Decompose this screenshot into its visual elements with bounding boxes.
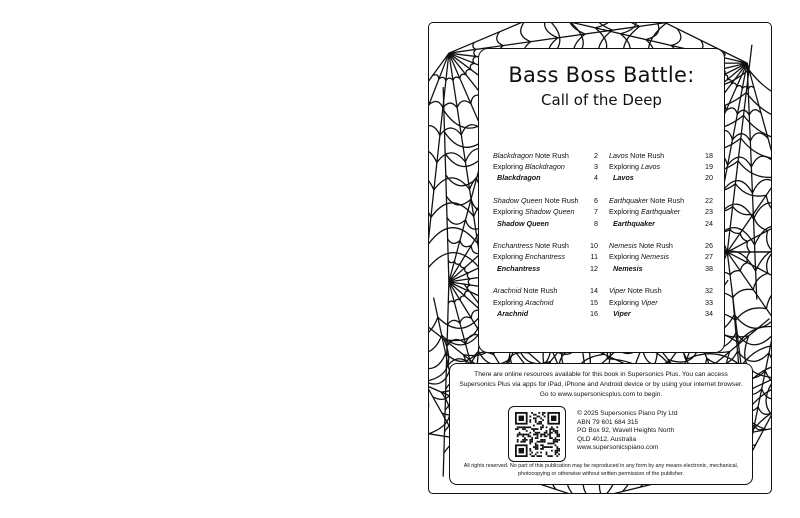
toc-entry[interactable] bbox=[609, 218, 713, 229]
toc-entry[interactable] bbox=[493, 251, 598, 262]
toc-entry-page: 26 bbox=[705, 241, 713, 251]
toc-entry[interactable] bbox=[609, 263, 713, 274]
toc-entry-page: 16 bbox=[590, 308, 598, 318]
toc-entry-label: Exploring Lavos bbox=[609, 162, 661, 172]
toc-entry-page: 24 bbox=[705, 218, 713, 228]
toc-entry-label: Enchantress bbox=[497, 263, 541, 273]
toc-group bbox=[493, 195, 598, 229]
toc-entry[interactable] bbox=[609, 285, 713, 296]
toc-group bbox=[493, 150, 598, 184]
toc-entry-label: Earthquaker Note Rush bbox=[609, 196, 685, 206]
online-resources-text: There are online resources available for this book in Supersonics Plus. You can access Supersonics Plus via apps for iPad, iPhone and Android device or by using your internet browser. Go to www.supersonicsplus.com to begin. bbox=[459, 371, 743, 398]
toc-entry-page: 6 bbox=[594, 196, 598, 206]
toc-entry-page: 33 bbox=[705, 297, 713, 307]
toc-entry[interactable] bbox=[493, 172, 598, 183]
toc-entry-label: Exploring Shadow Queen bbox=[493, 207, 575, 217]
book-page bbox=[428, 22, 772, 494]
toc-entry-page: 20 bbox=[705, 173, 713, 183]
toc-entry[interactable] bbox=[493, 161, 598, 172]
toc-entry[interactable] bbox=[609, 150, 713, 161]
info-box bbox=[449, 363, 753, 485]
toc-entry-label: Shadow Queen bbox=[497, 218, 549, 228]
toc-entry-page: 2 bbox=[594, 151, 598, 160]
toc-entry-page: 10 bbox=[590, 241, 598, 251]
company-line: www.supersonicspiano.com bbox=[577, 444, 659, 452]
toc-group bbox=[609, 150, 713, 184]
toc-entry-label: Exploring Enchantress bbox=[493, 252, 565, 262]
toc-entry[interactable] bbox=[493, 263, 598, 274]
toc-entry[interactable] bbox=[609, 297, 713, 308]
toc-entry-label: Arachnid Note Rush bbox=[493, 286, 558, 296]
toc-entry-page: 12 bbox=[590, 263, 598, 273]
toc-group bbox=[609, 285, 713, 319]
toc-group bbox=[493, 285, 598, 319]
book-title: Bass Boss Battle: bbox=[508, 63, 695, 87]
toc-entry-page: 19 bbox=[705, 162, 713, 172]
toc-entry[interactable] bbox=[609, 308, 713, 319]
toc-group bbox=[609, 240, 713, 274]
toc-entry[interactable] bbox=[493, 297, 598, 308]
toc-entry-label: Exploring Blackdragon bbox=[493, 162, 565, 172]
toc-group bbox=[493, 240, 598, 274]
toc-entry-page: 23 bbox=[705, 207, 713, 217]
toc-entry[interactable] bbox=[609, 240, 713, 251]
toc-entry-label: Exploring Nemesis bbox=[609, 252, 669, 262]
toc-entry-page: 14 bbox=[590, 286, 598, 296]
toc-entry[interactable] bbox=[609, 206, 713, 217]
toc-entry-label: Enchantress Note Rush bbox=[493, 241, 569, 251]
company-line: ABN 79 601 684 315 bbox=[577, 418, 639, 426]
toc-entry-label: Exploring Arachnid bbox=[493, 297, 554, 307]
contents-box bbox=[478, 48, 725, 353]
toc-entry-page: 32 bbox=[705, 286, 713, 296]
toc-entry-label: Lavos bbox=[613, 173, 634, 183]
toc-entry-page: 38 bbox=[705, 263, 713, 273]
toc-entry[interactable] bbox=[609, 172, 713, 183]
company-details bbox=[577, 410, 678, 453]
company-line: © 2025 Supersonics Piano Pty Ltd bbox=[577, 410, 678, 417]
toc-entry-page: 11 bbox=[590, 252, 598, 262]
toc-group bbox=[609, 195, 713, 229]
toc-entry-page: 8 bbox=[594, 218, 598, 228]
toc-entry-label: Viper Note Rush bbox=[609, 286, 662, 296]
toc-entry-label: Exploring Earthquaker bbox=[609, 207, 681, 217]
toc-entry-page: 22 bbox=[705, 196, 713, 206]
toc-entry[interactable] bbox=[493, 285, 598, 296]
toc-entry-page: 3 bbox=[594, 162, 598, 172]
toc-entry-label: Nemesis bbox=[613, 263, 643, 273]
toc-entry[interactable] bbox=[609, 195, 713, 206]
toc-entry-label: Viper bbox=[613, 308, 631, 318]
toc-right-column bbox=[609, 150, 713, 330]
toc-entry[interactable] bbox=[493, 150, 598, 161]
toc-entry[interactable] bbox=[609, 161, 713, 172]
toc-entry[interactable] bbox=[493, 308, 598, 319]
toc-entry[interactable] bbox=[493, 206, 598, 217]
toc-entry-label: Arachnid bbox=[497, 308, 529, 318]
toc-entry[interactable] bbox=[493, 240, 598, 251]
toc-entry-page: 18 bbox=[705, 151, 713, 160]
toc-entry-label: Blackdragon bbox=[497, 173, 541, 183]
book-subtitle: Call of the Deep bbox=[541, 91, 662, 109]
rights-notice: All rights reserved. No part of this publication may be reproduced in any form by any means electronic, mechanical, photocopying or otherwise without written permission of the publisher. bbox=[463, 463, 739, 477]
toc-left-column bbox=[493, 150, 598, 330]
qr-code[interactable] bbox=[508, 406, 566, 462]
toc-entry[interactable] bbox=[493, 218, 598, 229]
company-line: PO Box 92, Wavell Heights North bbox=[577, 427, 675, 435]
toc-entry-label: Exploring Viper bbox=[609, 297, 658, 307]
company-line: QLD 4012, Australia bbox=[577, 435, 637, 443]
toc-entry-page: 27 bbox=[705, 252, 713, 262]
toc-entry[interactable] bbox=[609, 251, 713, 262]
toc-entry-label: Shadow Queen Note Rush bbox=[493, 196, 579, 206]
toc-entry-label: Nemesis Note Rush bbox=[609, 241, 673, 251]
toc-entry-page: 15 bbox=[590, 297, 598, 307]
toc-entry-label: Blackdragon Note Rush bbox=[493, 151, 569, 160]
toc-entry-label: Lavos Note Rush bbox=[609, 151, 665, 160]
toc-entry-page: 34 bbox=[705, 308, 713, 318]
toc-entry[interactable] bbox=[493, 195, 598, 206]
toc-entry-page: 7 bbox=[594, 207, 598, 217]
toc-entry-page: 4 bbox=[594, 173, 598, 183]
qr-code-icon bbox=[515, 412, 560, 457]
toc-entry-label: Earthquaker bbox=[613, 218, 655, 228]
